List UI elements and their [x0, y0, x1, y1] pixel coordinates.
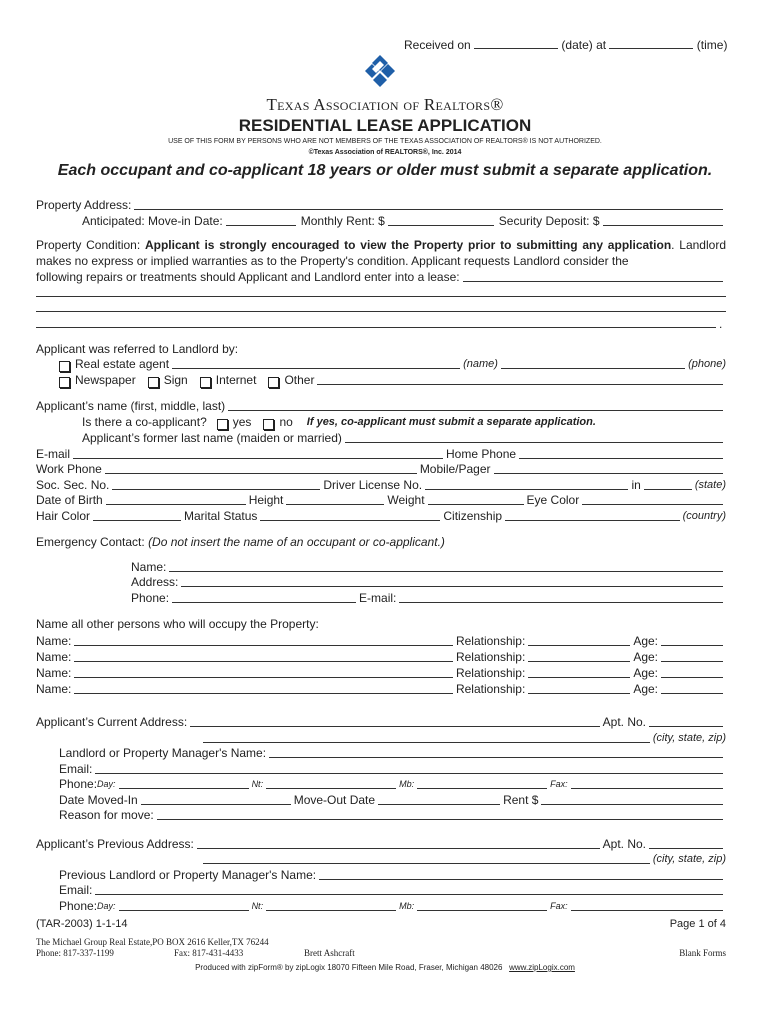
occupant-relationship-field[interactable] — [528, 666, 630, 678]
current-landlord-row: Landlord or Property Manager's Name: — [59, 745, 726, 760]
blank-forms: Blank Forms — [679, 948, 726, 958]
current-email-row: Email: — [59, 761, 726, 776]
terms-row: Anticipated: Move-in Date: Monthly Rent: $ Security Deposit: $ — [82, 213, 726, 228]
sign-checkbox[interactable] — [148, 377, 159, 388]
previous-apt-field[interactable] — [649, 837, 723, 849]
occupant-age-field[interactable] — [661, 634, 723, 646]
other-field[interactable] — [317, 373, 723, 385]
previous-day-phone-field[interactable] — [119, 899, 249, 911]
agent-name-field[interactable] — [172, 357, 460, 369]
previous-landlord-field[interactable] — [319, 868, 723, 880]
repairs-line-4[interactable] — [36, 327, 716, 328]
emergency-address-field[interactable] — [181, 575, 723, 587]
repairs-line-3[interactable] — [36, 311, 726, 312]
form-id: (TAR-2003) 1-1-14 — [36, 918, 128, 930]
email-field[interactable] — [73, 447, 443, 459]
occupant-age-field[interactable] — [661, 650, 723, 662]
current-rent-field[interactable] — [541, 793, 723, 805]
property-address-row: Property Address: — [36, 197, 726, 212]
work-phone-field[interactable] — [105, 462, 417, 474]
condition-paragraph: Property Condition: Applicant is strongly encouraged to view the Property prior to submitting any application. Landlord makes no express or implied warranties as to the Property's condition. Applicant requests Landlord consider the — [36, 238, 726, 268]
previous-address-row: Applicant’s Previous Address: Apt. No. — [36, 836, 726, 851]
citizenship-field[interactable] — [505, 509, 680, 521]
ssn-field[interactable] — [112, 478, 320, 490]
company-fax: Fax: 817-431-4433 — [174, 948, 244, 958]
emergency-address-row: Address: — [131, 574, 726, 589]
tar-logo-icon — [362, 54, 398, 90]
repairs-row: following repairs or treatments should Applicant and Landlord enter into a lease: — [36, 269, 726, 284]
occupant-name-field[interactable] — [74, 682, 453, 694]
repairs-field[interactable] — [463, 270, 723, 282]
hair-row: Hair Color Marital Status Citizenship (country) — [36, 509, 726, 523]
ssn-row: Soc. Sec. No. Driver License No. in (state) — [36, 478, 726, 492]
repairs-line-2[interactable] — [36, 296, 726, 297]
occupant-relationship-field[interactable] — [528, 650, 630, 662]
occupant-relationship-field[interactable] — [528, 634, 630, 646]
coapplicant-no-checkbox[interactable] — [263, 419, 274, 430]
banner: Each occupant and co-applicant 18 years or older must submit a separate application. — [57, 162, 713, 179]
form-title: RESIDENTIAL LEASE APPLICATION — [238, 116, 532, 135]
current-dates-row: Date Moved-In Move-Out Date Rent $ — [59, 792, 726, 807]
dl-field[interactable] — [425, 478, 628, 490]
emergency-phone-field[interactable] — [172, 591, 356, 603]
copyright: ©Texas Association of REALTORS®, Inc. 2014 — [308, 149, 462, 156]
applicant-name-field[interactable] — [228, 399, 723, 411]
dob-field[interactable] — [106, 493, 246, 505]
home-phone-field[interactable] — [519, 447, 723, 459]
occupant-relationship-field[interactable] — [528, 682, 630, 694]
work-phone-row: Work Phone Mobile/Pager — [36, 461, 726, 476]
received-time-field[interactable] — [609, 48, 693, 49]
occupant-row: Name: Relationship: Age: — [36, 633, 726, 648]
agent-name: Brett Ashcraft — [304, 948, 355, 958]
current-address-row: Applicant’s Current Address: Apt. No. — [36, 714, 726, 729]
previous-fax-field[interactable] — [571, 899, 723, 911]
previous-city-row: (city, state, zip) — [200, 851, 726, 866]
org-name: Texas Association of Realtors® — [266, 95, 504, 114]
previous-address-field[interactable] — [197, 837, 600, 849]
received-date-field[interactable] — [474, 48, 558, 49]
previous-email-field[interactable] — [95, 883, 723, 895]
former-name-field[interactable] — [345, 431, 723, 443]
agent-row: Real estate agent (name) (phone) — [59, 356, 726, 371]
marital-status-field[interactable] — [260, 509, 440, 521]
weight-field[interactable] — [428, 493, 524, 505]
mobile-field[interactable] — [494, 462, 723, 474]
emergency-email-field[interactable] — [399, 591, 723, 603]
current-night-phone-field[interactable] — [266, 777, 396, 789]
previous-mobile-field[interactable] — [417, 899, 547, 911]
occupant-age-field[interactable] — [661, 666, 723, 678]
height-field[interactable] — [286, 493, 384, 505]
moved-in-field[interactable] — [141, 793, 291, 805]
move-out-field[interactable] — [378, 793, 500, 805]
hair-color-field[interactable] — [93, 509, 181, 521]
previous-email-row: Email: — [59, 882, 726, 897]
email-row: E-mail Home Phone — [36, 446, 726, 461]
usage-notice: USE OF THIS FORM BY PERSONS WHO ARE NOT MEMBERS OF THE TEXAS ASSOCIATION OF REALTORS® IS NOT AUTHORIZED. — [168, 138, 602, 145]
current-apt-field[interactable] — [649, 715, 723, 727]
coapplicant-row: Is there a co-applicant? yes no If yes, co-applicant must submit a separate application. — [82, 415, 596, 429]
property-address-field[interactable] — [134, 198, 723, 210]
occupant-row: Name: Relationship: Age: — [36, 665, 726, 680]
current-landlord-field[interactable] — [269, 746, 723, 758]
agent-checkbox[interactable] — [59, 361, 70, 372]
current-phone-row: Phone: Day: Nt: Mb: Fax: — [59, 776, 726, 791]
agent-phone-field[interactable] — [501, 357, 685, 369]
ziplogix-link[interactable]: www.zipLogix.com — [509, 963, 575, 972]
current-city-field[interactable] — [203, 731, 650, 743]
occupant-name-field[interactable] — [74, 650, 453, 662]
reason-field[interactable] — [157, 808, 723, 820]
current-city-row: (city, state, zip) — [200, 730, 726, 745]
period: . — [719, 317, 723, 331]
occupant-name-field[interactable] — [74, 666, 453, 678]
source-row: Newspaper Sign Internet Other — [59, 372, 726, 387]
current-mobile-field[interactable] — [417, 777, 547, 789]
applicant-name-row: Applicant’s name (first, middle, last) — [36, 398, 726, 413]
previous-night-phone-field[interactable] — [266, 899, 396, 911]
produced-line: Produced with zipForm® by zipLogix 18070 Fifteen Mile Road, Fraser, Michigan 48026 www.zipLogix.com — [195, 963, 575, 972]
emergency-name-field[interactable] — [169, 560, 723, 572]
emergency-name-row: Name: — [131, 559, 726, 574]
occupant-row: Name: Relationship: Age: — [36, 649, 726, 664]
eye-color-field[interactable] — [582, 493, 723, 505]
dob-row: Date of Birth Height Weight Eye Color — [36, 492, 726, 507]
emergency-phone-row: Phone: E-mail: — [131, 590, 726, 605]
occupant-row: Name: Relationship: Age: — [36, 681, 726, 696]
company-line: The Michael Group Real Estate,PO BOX 2616 Keller,TX 76244 — [36, 937, 269, 947]
internet-checkbox[interactable] — [200, 377, 211, 388]
other-checkbox[interactable] — [268, 377, 279, 388]
security-deposit-field[interactable] — [603, 214, 723, 226]
former-name-row: Applicant’s former last name (maiden or married) — [82, 430, 726, 445]
current-day-phone-field[interactable] — [119, 777, 249, 789]
newspaper-checkbox[interactable] — [59, 377, 70, 388]
reason-row: Reason for move: — [59, 807, 726, 822]
page-number: Page 1 of 4 — [669, 918, 726, 930]
move-in-date-field[interactable] — [226, 214, 296, 226]
current-fax-field[interactable] — [571, 777, 723, 789]
current-email-field[interactable] — [95, 762, 723, 774]
company-phone: Phone: 817-337-1199 — [36, 948, 114, 958]
monthly-rent-field[interactable] — [388, 214, 494, 226]
previous-phone-row: Phone: Day: Nt: Mb: Fax: — [59, 898, 726, 913]
current-address-field[interactable] — [190, 715, 599, 727]
occupant-name-field[interactable] — [74, 634, 453, 646]
emergency-label: Emergency Contact: (Do not insert the name of an occupant or co-applicant.) — [36, 535, 445, 549]
previous-city-field[interactable] — [203, 852, 650, 864]
dl-state-field[interactable] — [644, 478, 692, 490]
previous-landlord-row: Previous Landlord or Property Manager's Name: — [59, 867, 726, 882]
referral-label: Applicant was referred to Landlord by: — [36, 342, 239, 356]
occupants-label: Name all other persons who will occupy the Property: — [36, 617, 319, 631]
occupant-age-field[interactable] — [661, 682, 723, 694]
received-line: Received on (date) at (time) — [404, 38, 728, 52]
coapplicant-yes-checkbox[interactable] — [217, 419, 228, 430]
